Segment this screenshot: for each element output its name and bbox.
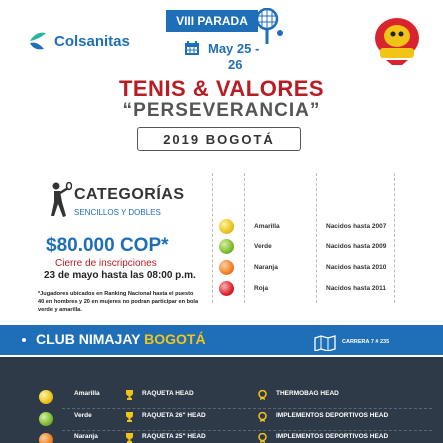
calendar-icon — [184, 40, 200, 56]
categories-table — [212, 173, 432, 303]
red-ball-icon — [219, 281, 234, 296]
yellow-ball-icon — [219, 219, 234, 234]
yellow-ball-icon — [39, 390, 53, 404]
ranking-note: *Jugadores ubicados en Ranking Nacional hasta el puesto 40 en hombres y 20 en mujeres no podran participar en bola verde y amarilla. — [38, 291, 199, 313]
club-name: CLUB NIMAJAY — [36, 331, 141, 347]
trophy-icon — [125, 433, 134, 443]
trophy-icon — [125, 412, 134, 422]
medal-icon — [258, 433, 267, 443]
category-born: Nacidos hasta 2010 — [326, 263, 387, 271]
green-ball-icon — [39, 412, 53, 426]
prize-divider — [62, 430, 432, 431]
venue-name — [36, 331, 206, 347]
medal-icon — [258, 390, 267, 400]
prizes-section — [0, 357, 443, 443]
venue-address: CARRERA 7 # 235 — [342, 339, 390, 345]
categories-subtitle: SENCILLOS Y DOBLES — [74, 208, 161, 217]
category-name: Naranja — [254, 263, 278, 271]
prize-second: IMPLEMENTOS DEPORTIVOS HEAD — [276, 433, 389, 440]
table-row — [212, 258, 432, 276]
trophy-icon — [125, 390, 134, 400]
prize-category: Naranja — [74, 433, 98, 440]
table-row — [212, 237, 432, 255]
medal-icon — [258, 412, 267, 422]
orange-ball-icon — [39, 433, 53, 443]
brand-name: Colsanitas — [54, 32, 130, 50]
tennis-player-icon — [44, 182, 72, 218]
prize-divider — [62, 408, 432, 409]
closing-date: 23 de mayo hasta las 08:00 p.m. — [44, 270, 196, 281]
prize-first: RAQUETA HEAD — [142, 390, 194, 397]
closing-label: Cierre de inscripciones — [55, 258, 157, 269]
year-city-box: 2019 BOGOTÁ — [137, 127, 301, 151]
table-row — [212, 217, 432, 235]
prize-first: RAQUETA 25" HEAD — [142, 433, 206, 440]
colsanitas-leaf-icon — [26, 29, 50, 53]
mascot-logo — [372, 14, 422, 66]
map-icon — [314, 335, 336, 351]
category-name: Verde — [254, 242, 272, 250]
price: $80.000 COP* — [46, 235, 169, 256]
event-subtitle: “PERSEVERANCIA” — [122, 100, 321, 121]
prize-second: IMPLEMENTOS DEPORTIVOS HEAD — [276, 412, 389, 419]
prize-row — [0, 412, 443, 432]
orange-ball-icon — [219, 260, 234, 275]
colsanitas-logo — [26, 28, 136, 54]
prize-row — [0, 433, 443, 443]
club-city: BOGOTÁ — [144, 331, 206, 347]
green-ball-icon — [219, 239, 234, 254]
category-born: Nacidos hasta 2007 — [326, 222, 387, 230]
band-dot — [22, 338, 26, 342]
prize-category: Amarilla — [74, 390, 100, 397]
event-date: May 25 - — [208, 41, 260, 56]
category-born: Nacidos hasta 2009 — [326, 242, 387, 250]
prize-first: RAQUETA 26" HEAD — [142, 412, 206, 419]
table-row — [212, 279, 432, 297]
category-name: Amarilla — [254, 222, 280, 230]
event-date-end: 26 — [228, 57, 243, 72]
prize-second: THERMOBAG HEAD — [276, 390, 339, 397]
prize-category: Verde — [74, 412, 92, 419]
category-name: Roja — [254, 284, 269, 292]
prize-row — [0, 390, 443, 410]
categories-title: CATEGORÍAS — [74, 186, 185, 203]
category-born: Nacidos hasta 2011 — [326, 284, 386, 292]
stage-badge: VIII PARADA — [166, 10, 258, 32]
event-title: TENIS & VALORES — [118, 76, 325, 101]
